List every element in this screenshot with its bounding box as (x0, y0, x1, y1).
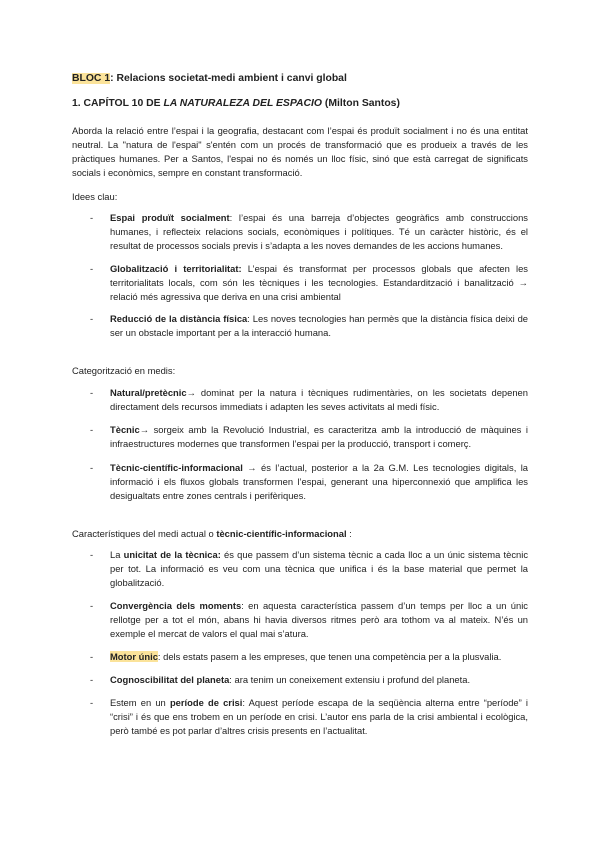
book-title: LA NATURALEZA DEL ESPACIO (163, 98, 322, 109)
item-text: : dels estats pasem a les empreses, que tenen una competència per a la plusvalia. (157, 651, 502, 662)
term: Tècnic-científic-informacional (110, 462, 243, 473)
term: Globalització i territorialitat: (110, 263, 242, 274)
bullet-dash: - (90, 313, 94, 324)
bullet-dash: - (90, 462, 94, 473)
item-text: : en aquesta característica passem d’un temps per lloc a un únic rellotge per a tot el món, abans hi havia diversos ritmes però ara tothom va al mateix. N’és un exemple el mercat de valors el qual mai s’atura. (110, 600, 528, 639)
chapter-heading (72, 97, 528, 111)
term: unicitat de la tècnica: (123, 549, 221, 560)
term: període de crisi (169, 697, 243, 708)
item-text: és que passem d’un sistema tècnic a cada lloc a un únic sistema tècnic per tot. La informació es veu com una tècnica que unifica i és la base material que permet la globalització. (110, 549, 529, 588)
list-item (72, 312, 528, 340)
bullet-dash: - (90, 674, 94, 685)
term: Natural/pretècnic (110, 387, 187, 398)
list-item (72, 673, 528, 687)
label-term: tècnic-científic-informacional (216, 528, 347, 539)
bullet-dash: - (90, 387, 94, 398)
item-text: : l’espai és una barreja d’objectes geogràfics amb construccions humanes, i reflecteix relacions socials, econòmiques i polítiques. Té un caràcter històric, és el resultat de processos socials previs i s’adapta a les noves demandes de les accions humanes. (110, 212, 528, 251)
item-text: → dominat per la natura i tècniques rudimentàries, on les societats depenen directament dels recursos immediats i adapten les seves activitats al medi físic. (110, 387, 528, 412)
book-author: (Milton Santos) (322, 98, 400, 109)
item-text: → sorgeix amb la Revolució Industrial, es caracteritza amb la introducció de màquines i infraestructures modernes que transformen l’espai per la producció, transport i comerç. (110, 424, 528, 449)
item-text: : ara tenim un coneixement extensiu i profund del planeta. (229, 674, 471, 685)
list-item (72, 211, 528, 253)
list-item (72, 650, 528, 664)
item-text: : Les noves tecnologies han permès que la distància física deixi de ser un obstacle important per a la interacció humana. (110, 313, 528, 338)
list-item (72, 548, 528, 590)
list-item (72, 696, 528, 738)
item-text: L’espai és transformat per processos globals que afecten les territorialitats locals, com són les tècniques i les tecnologies. Estandardització i banalització → relació més agressiva que deriva en una crisi ambiental (110, 263, 528, 302)
bullet-dash: - (90, 212, 94, 223)
bullet-dash: - (90, 697, 94, 708)
term: Reducció de la distància física (110, 313, 248, 324)
chapter-prefix: 1. CAPÍTOL 10 DE (72, 98, 164, 109)
label-suffix: : (346, 528, 352, 539)
term: Espai produït socialment (110, 212, 230, 223)
list-item (72, 262, 528, 304)
list-item (72, 599, 528, 641)
item-pre: La (110, 549, 124, 560)
term: Tècnic (110, 424, 140, 435)
item-pre: Estem en un (110, 697, 170, 708)
page-title (72, 72, 528, 86)
bullet-dash: - (90, 424, 94, 435)
label-prefix: Característiques del medi actual o (72, 528, 217, 539)
bullet-dash: - (90, 600, 94, 611)
term: Cognoscibilitat del planeta (110, 674, 230, 685)
term: Convergència dels moments (110, 600, 242, 611)
bloc-label: BLOC 1 (72, 73, 111, 84)
bullet-dash: - (90, 549, 94, 560)
list-item (72, 423, 528, 451)
characteristics-label (72, 527, 528, 541)
categorization-label: Categorització en medis: (72, 365, 176, 376)
item-text: : Aquest període escapa de la seqüència alterna entre “període” i “crisi” i és que ens trobem en un període en crisi. L’autor ens parla de la crisi ambiental i ecològica, però també es pot parlar d’altres crisis presents en l’actualitat. (110, 697, 528, 736)
list-item (72, 386, 528, 414)
bullet-dash: - (90, 263, 94, 274)
term: Motor únic (110, 651, 158, 662)
list-item (72, 461, 528, 503)
title-text: : Relacions societat-medi ambient i canvi global (110, 73, 347, 84)
key-ideas-label: Idees clau: (72, 191, 118, 202)
bullet-dash: - (90, 651, 94, 662)
item-text: → és l’actual, posterior a la 2a G.M. Les tecnologies digitals, la informació i els fluxos globals transformen l’espai, generant una hiperconnexió que amplifica les desigualtats entre zones centrals i perifèriques. (110, 462, 528, 501)
intro-paragraph: Aborda la relació entre l’espai i la geografia, destacant com l’espai és produït socialment i no és una entitat neutral. La "natura de l'espai" s'entén com un procés de transformació que es produeix a través de les pràctiques humanes. Per a Santos, l'espai no és només un lloc físic, sinó que està carregat de significats socials i econòmics, sempre en constant transformació. (72, 125, 528, 178)
